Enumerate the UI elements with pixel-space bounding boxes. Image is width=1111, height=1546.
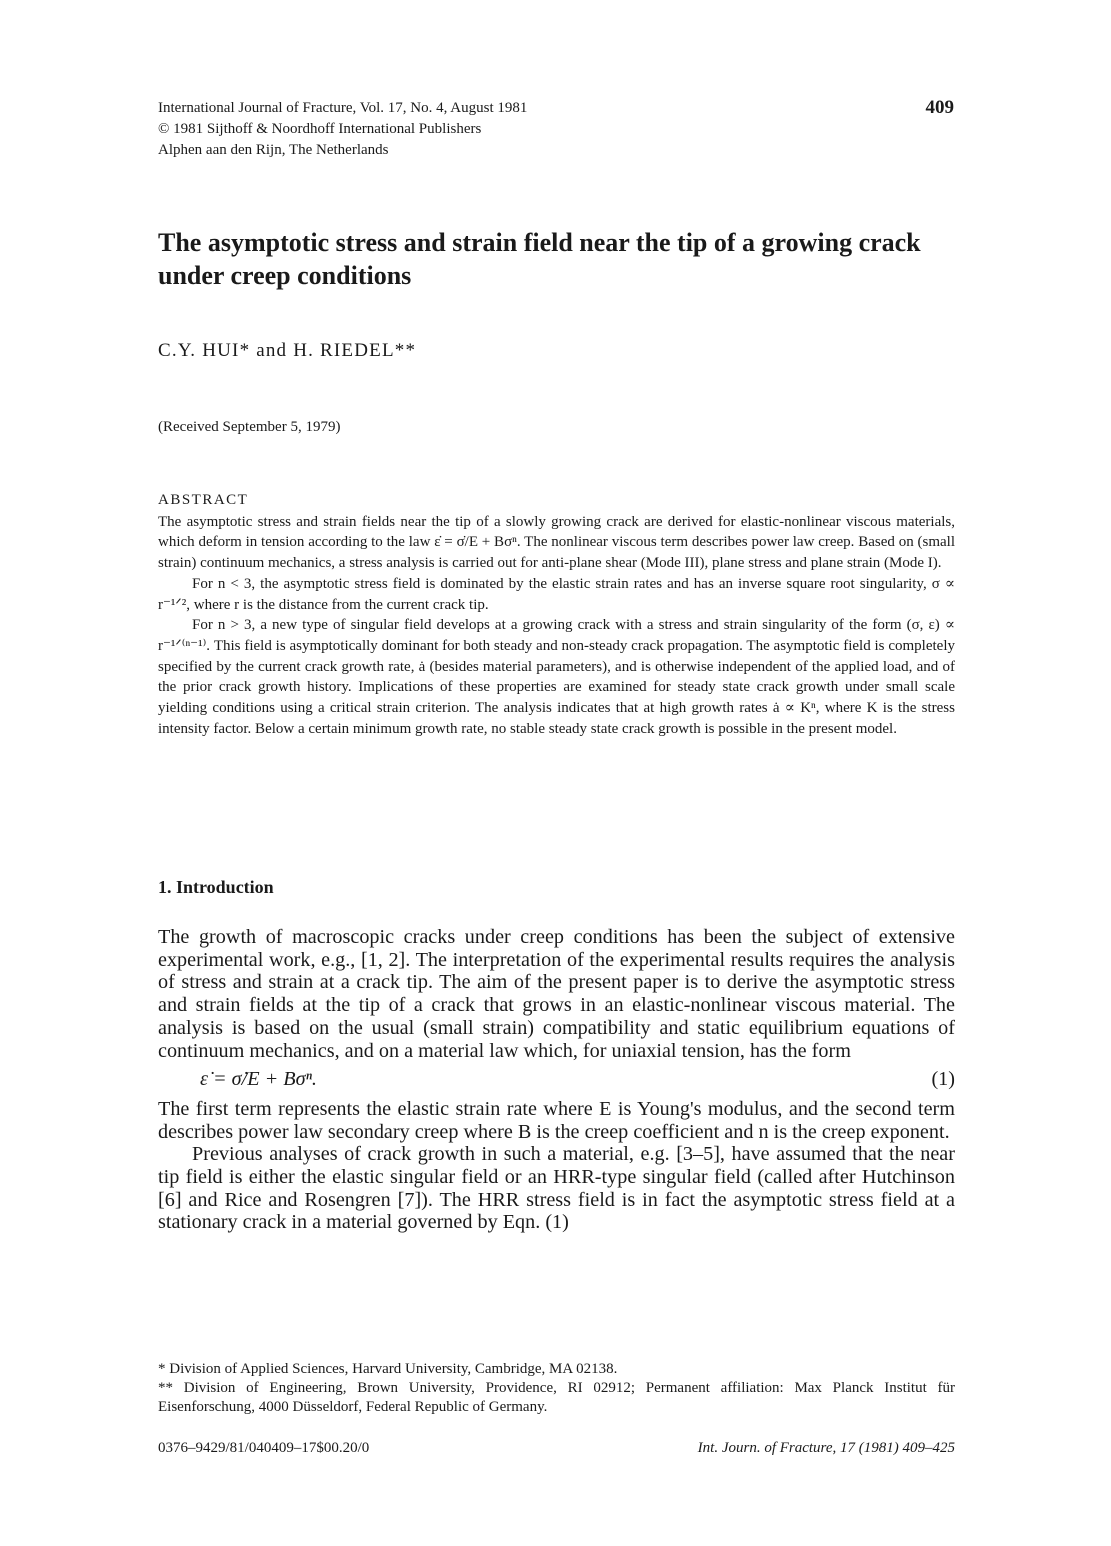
- body-paragraph: The growth of macroscopic cracks under creep conditions has been the subject of extensive experimental work, e.g., [1, 2]. The interpretation of the experimental results requires the analysis of stress and strain at a crack tip. The aim of the present paper is to derive the asymptotic stress and strain fields at the tip of a crack that grows in an elastic-nonlinear viscous material. The analysis is based on the usual (small strain) compatibility and static equilibrium equations of continuum mechanics, and on a material law which, for uniaxial tension, has the form: [158, 926, 955, 1062]
- authors: C.Y. HUI* and H. RIEDEL**: [158, 340, 417, 361]
- journal-header: [158, 98, 527, 161]
- received-date: (Received September 5, 1979): [158, 419, 341, 435]
- abstract-paragraph: For n < 3, the asymptotic stress field is dominated by the elastic strain rates and has an inverse square root singularity, σ ∝ r⁻¹ᐟ², where r is the distance from the current crack tip.: [158, 575, 955, 613]
- journal-line: International Journal of Fracture, Vol. 17, No. 4, August 1981: [158, 100, 528, 116]
- copyright-line: © 1981 Sijthoff & Noordhoff International Publishers: [158, 121, 482, 137]
- footer-code: 0376–9429/81/040409–17$00.20/0: [158, 1440, 370, 1456]
- body-paragraph: Previous analyses of crack growth in such a material, e.g. [3–5], have assumed that the near tip field is either the elastic singular field or an HRR-type singular field (called after Hutchinson [6] and Rice and Rosengren [7]). The HRR stress field is in fact the asymptotic stress field at a stationary crack in a material governed by Eqn. (1): [158, 1143, 955, 1234]
- location-line: Alphen aan den Rijn, The Netherlands: [158, 142, 389, 158]
- abstract-paragraph: For n > 3, a new type of singular field develops at a growing crack with a stress and strain singularity of the form (σ, ε) ∝ r⁻¹ᐟ⁽ⁿ⁻¹⁾. This field is asymptotically dominant for both steady and non-steady crack propagation. The asymptotic field is completely specified by the current crack growth rate, ȧ (besides material parameters), and is otherwise independent of the applied load, and of the prior crack growth history. Implications of these properties are examined for steady state crack growth under small scale yielding conditions using a critical strain criterion. The analysis indicates that at high growth rates ȧ ∝ Kⁿ, where K is the stress intensity factor. Below a certain minimum growth rate, no stable steady state crack growth is possible in the present model.: [158, 617, 955, 737]
- equation-number: (1): [931, 1068, 955, 1091]
- section-body: [158, 926, 955, 1234]
- footer-journal: Int. Journ. of Fracture, 17 (1981) 409–425: [697, 1440, 955, 1456]
- equation-row: [158, 1068, 955, 1091]
- abstract: [158, 490, 955, 739]
- abstract-heading: ABSTRACT: [158, 492, 249, 508]
- abstract-paragraph: The asymptotic stress and strain fields near the tip of a slowly growing crack are derived for elastic-nonlinear viscous materials, which deform in tension according to the law ε̇ = σ̇/E + Bσⁿ. The nonlinear viscous term describes power law creep. Based on (small strain) continuum mechanics, a stress analysis is carried out for anti-plane shear (Mode III), plane stress and plane strain (Mode I).: [158, 513, 955, 572]
- page-number: 409: [925, 97, 954, 118]
- section-heading: 1. Introduction: [158, 877, 274, 897]
- equation: ε̇ = σ̇/E + Bσⁿ.: [200, 1068, 317, 1091]
- footnote: ** Division of Engineering, Brown University, Providence, RI 02912; Permanent affiliation: Max Planck Institut für Eisenforschung, 4000 Düsseldorf, Federal Republic of Germany.: [158, 1380, 955, 1415]
- paper-title: The asymptotic stress and strain field near the tip of a growing crack under creep conditions: [158, 228, 921, 290]
- footnote: * Division of Applied Sciences, Harvard University, Cambridge, MA 02138.: [158, 1361, 618, 1377]
- page-footer: [158, 1440, 955, 1457]
- body-paragraph: The first term represents the elastic strain rate where E is Young's modulus, and the second term describes power law secondary creep where B is the creep coefficient and n is the creep exponent.: [158, 1097, 955, 1143]
- footnotes: [158, 1360, 955, 1417]
